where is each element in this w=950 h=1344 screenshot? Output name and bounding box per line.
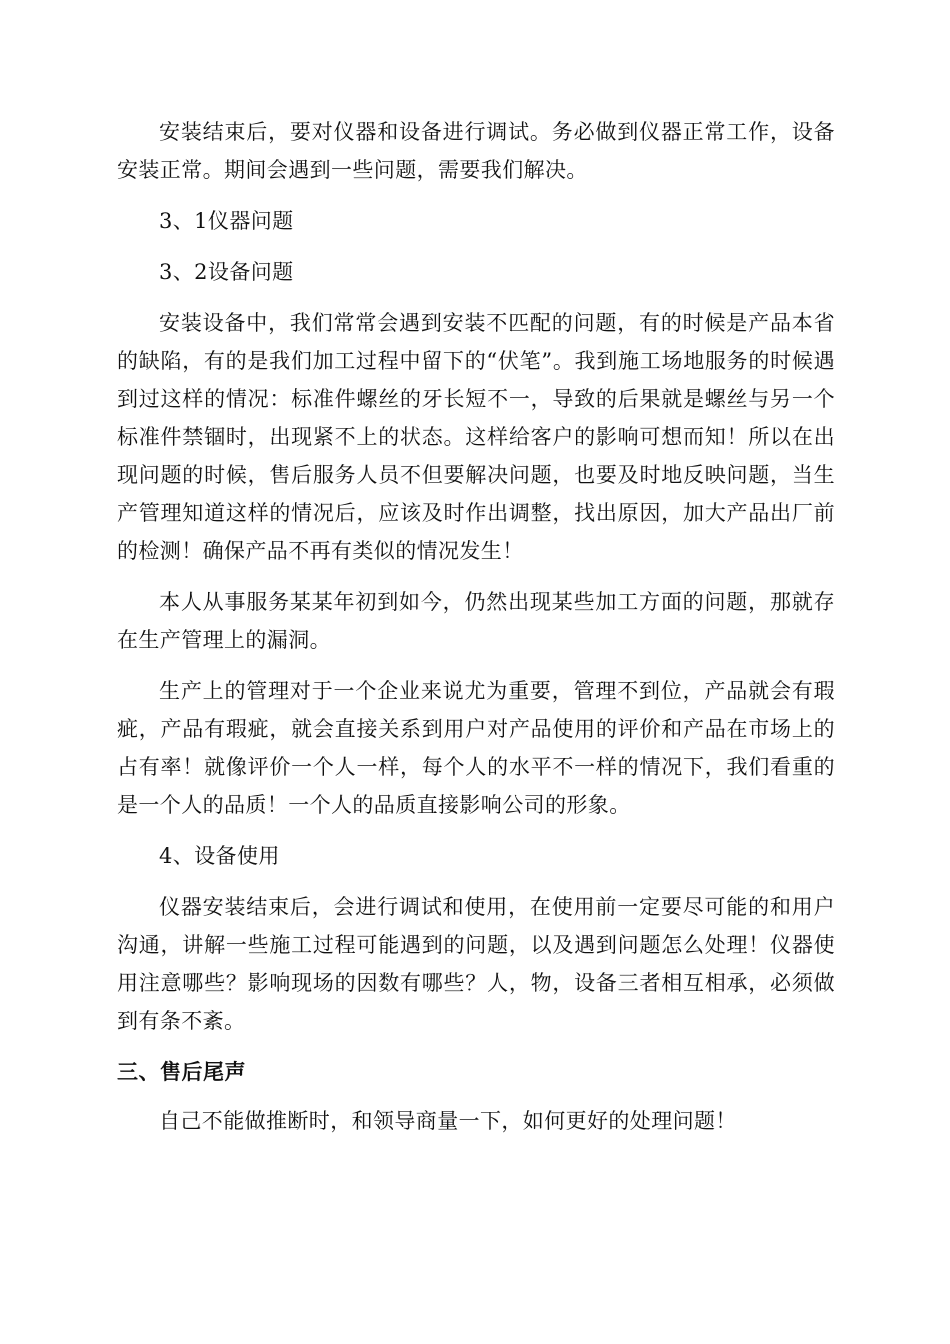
section-heading-aftersales-closing: 三、售后尾声 <box>117 1060 246 1084</box>
subsection-equipment-usage: 4、设备使用 <box>159 844 280 868</box>
subsection-equipment-issues: 3、2设备问题 <box>159 260 294 284</box>
subsection-instrument-issues: 3、1仪器问题 <box>159 209 294 233</box>
document-body <box>117 113 835 1153</box>
paragraph-closing: 自己不能做推断时，和领导商量一下，如何更好的处理问题！ <box>159 1109 737 1133</box>
paragraph-production-management: 生产上的管理对于一个企业来说尤为重要，管理不到位，产品就会有瑕疵，产品有瑕疵，就会直接关系到用户对产品使用的评价和产品在市场上的占有率！就像评价一个人一样，每个人的水平不一样的情况下，我们看重的是一个人的品质！一个人的品质直接影响公司的形象。 <box>117 679 835 817</box>
paragraph-service-experience: 本人从事服务某某年初到如今，仍然出现某些加工方面的问题，那就存在生产管理上的漏洞。 <box>117 590 835 652</box>
paragraph-installation-mismatch: 安装设备中，我们常常会遇到安装不匹配的问题，有的时候是产品本省的缺陷，有的是我们加工过程中留下的“伏笔”。我到施工场地服务的时候遇到过这样的情况：标准件螺丝的牙长短不一，导致的后果就是螺丝与另一个标准件禁锢时，出现紧不上的状态。这样给客户的影响可想而知！所以在出现问题的时候，售后服务人员不但要解决问题，也要及时地反映问题，当生产管理知道这样的情况后，应该及时作出调整，找出原因，加大产品出厂前的检测！确保产品不再有类似的情况发生！ <box>117 311 835 563</box>
paragraph-debugging-intro: 安装结束后，要对仪器和设备进行调试。务必做到仪器正常工作，设备安装正常。期间会遇到一些问题，需要我们解决。 <box>117 120 835 182</box>
paragraph-usage-communication: 仪器安装结束后，会进行调试和使用，在使用前一定要尽可能的和用户沟通，讲解一些施工过程可能遇到的问题，以及遇到问题怎么处理！仪器使用注意哪些？影响现场的因数有哪些？人，物，设备三者相互相承，必须做到有条不紊。 <box>117 895 835 1033</box>
